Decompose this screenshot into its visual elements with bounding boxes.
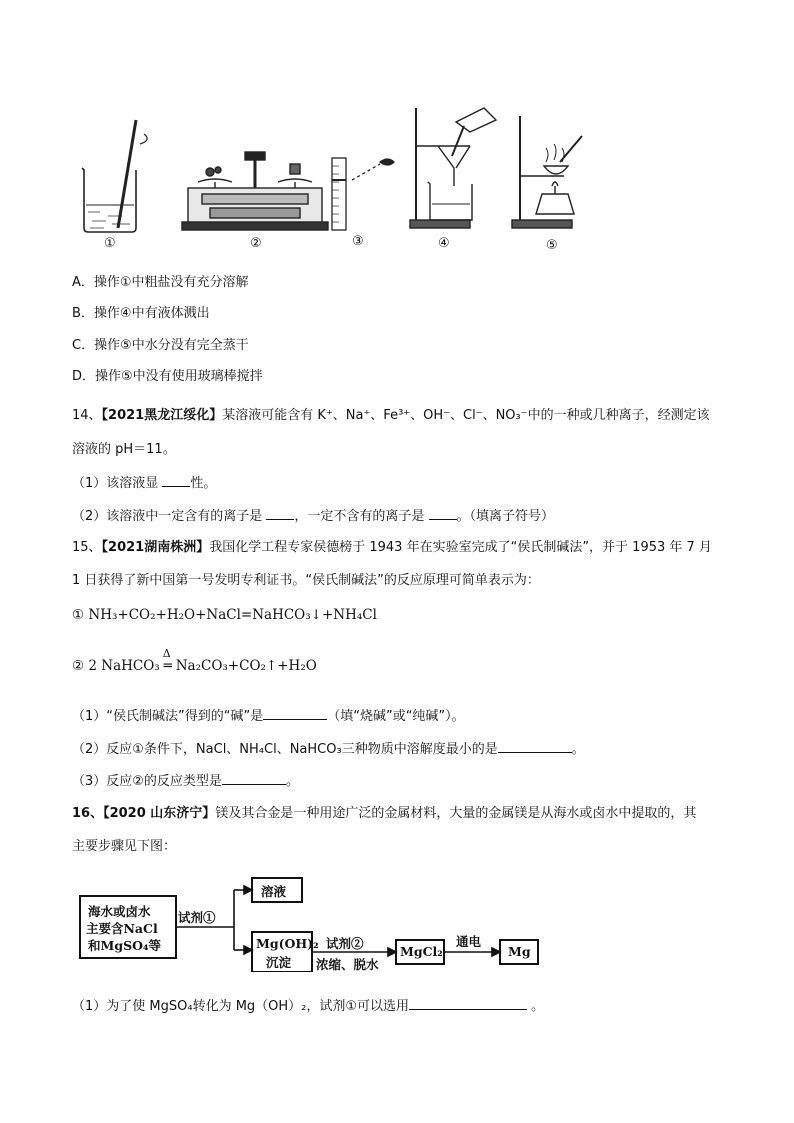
balance-scale-icon: [182, 152, 328, 230]
q15-stem-line2: 1 日获得了新中国第一号发明专利证书。“侯氏制碱法”的反应原理可简单表示为：: [72, 573, 540, 588]
flow-reagent-2: 试剂②: [326, 936, 364, 951]
apparatus-label-3: ③: [352, 234, 364, 249]
option-a: A．操作①中粗盐没有充分溶解: [72, 275, 249, 290]
q14-number: 14、: [72, 408, 102, 423]
flow-electrolysis: 通电: [456, 934, 482, 949]
q14-sub2: （2）该溶液中一定含有的离子是 ，一定不含有的离子是 。（填离子符号）: [72, 509, 555, 524]
answer-blank[interactable]: [409, 997, 527, 1010]
q14-stem: 某溶液可能含有 K⁺、Na⁺、Fe³⁺、OH⁻、Cl⁻、NO₃⁻中的一种或几种离子，经测定该: [222, 408, 710, 423]
answer-blank[interactable]: [429, 507, 457, 520]
answer-blank[interactable]: [263, 707, 327, 720]
apparatus-label-1: ①: [104, 236, 116, 251]
heat-condition: Δ ═: [162, 647, 172, 674]
flow-solution: 溶液: [261, 884, 287, 899]
flow-source-line3: 和MgSO₄等: [88, 938, 161, 953]
option-b: B．操作④中有液体溅出: [72, 306, 210, 321]
answer-blank[interactable]: [162, 474, 190, 487]
q15-stem: 我国化学工程专家侯德榜于 1943 年在实验室完成了“侯氏制碱法”，并于 1953 年 7 月: [209, 540, 712, 555]
equation-1: ① NH₃+CO₂+H₂O+NaCl=NaHCO₃↓+NH₄Cl: [72, 607, 377, 623]
measuring-cylinder-icon: [332, 158, 394, 230]
flow-precipitate-line2: 沉淀: [266, 955, 292, 970]
flow-mgcl2: MgCl₂: [400, 944, 443, 959]
q16-stem: 镁及其合金是一种用途广泛的金属材料，大量的金属镁是从海水或卤水中提取的，其: [215, 806, 697, 821]
answer-blank[interactable]: [498, 740, 572, 753]
evaporation-setup-icon: [512, 116, 582, 228]
experiment-apparatus-figure: [60, 100, 620, 260]
flow-reagent-1: 试剂①: [178, 910, 216, 925]
q16-source: 16、【2020 山东济宁】: [72, 806, 216, 821]
q15-number: 15、: [72, 540, 102, 555]
q14-stem-line1: [72, 407, 710, 425]
flow-source-line1: 海水或卤水: [88, 904, 151, 919]
q15-source: 【2021湖南株洲】: [101, 540, 210, 555]
flow-source-line2: 主要含NaCl: [86, 921, 158, 936]
answer-blank[interactable]: [266, 507, 294, 520]
beaker-stirring-icon: [82, 120, 147, 232]
q16-sub1: （1）为了使 MgSO₄转化为 Mg（OH）₂，试剂①可以选用 。: [72, 999, 545, 1014]
q15-sub3: （3）反应②的反应类型是 。: [72, 774, 299, 789]
q14-sub1: （1）该溶液显 性。: [72, 476, 217, 491]
option-c: C．操作⑤中水分没有完全蒸干: [72, 338, 249, 353]
q15-stem-line1: [72, 539, 712, 557]
flow-mg: Mg: [508, 944, 531, 959]
q16-stem-line1: [72, 805, 696, 823]
flow-precipitate-line1: Mg(OH)₂: [256, 936, 319, 951]
apparatus-label-2: ②: [250, 236, 262, 251]
q16-stem-line2: 主要步骤见下图：: [72, 839, 177, 854]
apparatus-label-4: ④: [438, 236, 450, 251]
q15-sub2: （2）反应①条件下，NaCl、NH₄Cl、NaHCO₃三种物质中溶解度最小的是 。: [72, 742, 585, 757]
equation-2: ② 2 NaHCO₃ Δ ═ Na₂CO₃+CO₂↑+H₂O: [72, 647, 317, 674]
answer-blank[interactable]: [222, 772, 286, 785]
apparatus-label-5: ⑤: [546, 238, 558, 253]
q14-stem-line2: 溶液的 pH＝11。: [72, 442, 176, 457]
q14-source: 【2021黑龙江绥化】: [101, 408, 223, 423]
option-d: D．操作⑤中没有使用玻璃棒搅拌: [72, 369, 263, 384]
flow-concentrate: 浓缩、脱水: [316, 957, 379, 972]
magnesium-flow-chart: [74, 872, 544, 972]
filtration-setup-icon: [410, 108, 496, 228]
q15-sub1: （1）“侯氏制碱法”得到的“碱”是 （填“烧碱”或“纯碱”）。: [72, 709, 465, 724]
